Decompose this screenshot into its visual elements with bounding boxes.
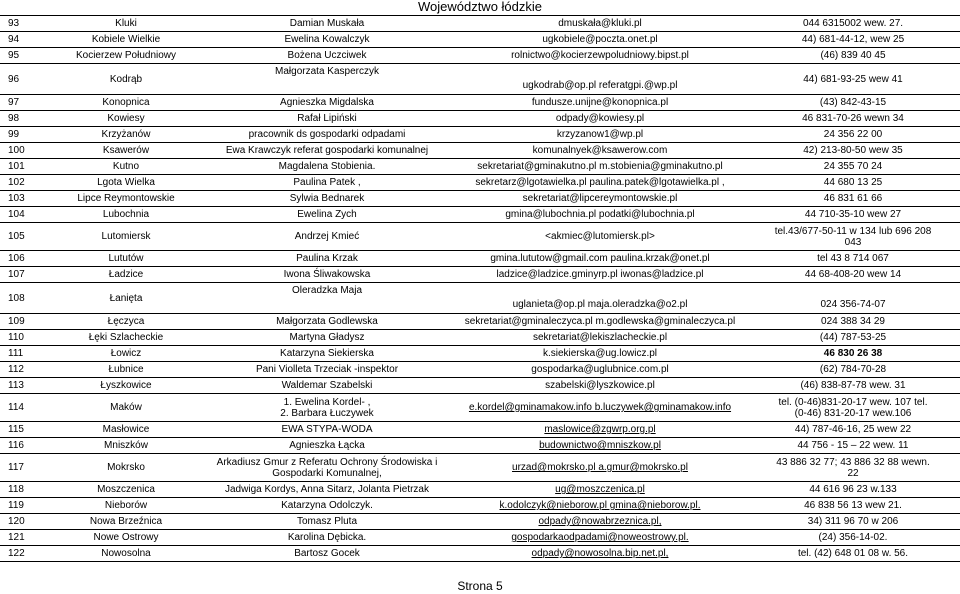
phone-number — [746, 394, 960, 422]
row-number: 122 — [0, 546, 52, 562]
row-number: 104 — [0, 207, 52, 223]
email-address[interactable]: k.siekierska@ug.lowicz.pl — [454, 346, 746, 362]
row-number: 98 — [0, 111, 52, 127]
municipality-name: Lutomiersk — [52, 223, 200, 251]
table-row — [0, 378, 960, 394]
municipality-name: Łyszkowice — [52, 378, 200, 394]
table-row — [0, 32, 960, 48]
municipality-name: Kobiele Wielkie — [52, 32, 200, 48]
table-row — [0, 16, 960, 32]
row-number: 105 — [0, 223, 52, 251]
email-address[interactable]: gospodarkaodpadami@noweostrowy.pl. — [454, 530, 746, 546]
row-number: 117 — [0, 454, 52, 482]
phone-number: 46 831 61 66 — [746, 191, 960, 207]
table-row — [0, 314, 960, 330]
contact-person: Paulina Krzak — [200, 251, 454, 267]
row-number: 115 — [0, 422, 52, 438]
email-address[interactable]: ladzice@ladzice.gminyrp.pl iwonas@ladzice.pl — [454, 267, 746, 283]
table-row — [0, 394, 960, 422]
municipality-name: Maków — [52, 394, 200, 422]
phone-number: 44 710-35-10 wew 27 — [746, 207, 960, 223]
municipality-name: Kutno — [52, 159, 200, 175]
contact-person: Pani Violleta Trzeciak -inspektor — [200, 362, 454, 378]
table-row — [0, 127, 960, 143]
contact-person: Ewa Krawczyk referat gospodarki komunalnej — [200, 143, 454, 159]
email-address[interactable]: sekretarz@lgotawielka.pl paulina.patek@lgotawielka.pl , — [454, 175, 746, 191]
row-number: 116 — [0, 438, 52, 454]
contact-line-2: 2. Barbara Łuczywek — [280, 407, 374, 419]
email-address[interactable]: gmina@lubochnia.pl podatki@lubochnia.pl — [454, 207, 746, 223]
contact-person: Waldemar Szabelski — [200, 378, 454, 394]
municipality-name: Łanięta — [52, 283, 200, 314]
phone-number: 44) 681-44-12, wew 25 — [746, 32, 960, 48]
municipality-name: Lipce Reymontowskie — [52, 191, 200, 207]
municipality-name: Kluki — [52, 16, 200, 32]
contact-person: Katarzyna Siekierska — [200, 346, 454, 362]
row-number: 97 — [0, 95, 52, 111]
municipality-name: Masłowice — [52, 422, 200, 438]
contact-person: EWA STYPA-WODA — [200, 422, 454, 438]
email-address[interactable]: dmuskała@kluki.pl — [454, 16, 746, 32]
row-number: 106 — [0, 251, 52, 267]
phone-number: 42) 213-80-50 wew 35 — [746, 143, 960, 159]
phone-number: 34) 311 96 70 w 206 — [746, 514, 960, 530]
email-address[interactable]: k.odolczyk@nieborow.pl gmina@nieborow.pl. — [454, 498, 746, 514]
email-address[interactable]: krzyzanow1@wp.pl — [454, 127, 746, 143]
municipality-name: Lgota Wielka — [52, 175, 200, 191]
phone-number: 46 838 56 13 wew 21. — [746, 498, 960, 514]
row-number: 103 — [0, 191, 52, 207]
row-number: 109 — [0, 314, 52, 330]
table-row — [0, 207, 960, 223]
municipality-name: Kodrąb — [52, 64, 200, 95]
phone-number: 44) 787-46-16, 25 wew 22 — [746, 422, 960, 438]
municipality-name: Łęki Szlacheckie — [52, 330, 200, 346]
phone-number: (62) 784-70-28 — [746, 362, 960, 378]
phone-number: (46) 839 40 45 — [746, 48, 960, 64]
contact-person: Małgorzata Godlewska — [200, 314, 454, 330]
row-number: 101 — [0, 159, 52, 175]
table-row — [0, 422, 960, 438]
phone-number: 024 356-74-07 — [746, 283, 960, 314]
municipality-name: Łowicz — [52, 346, 200, 362]
table-row — [0, 64, 960, 95]
phone-number — [746, 454, 960, 482]
contact-person: Bożena Uczciwek — [200, 48, 454, 64]
contact-person: Oleradzka Maja — [200, 283, 454, 314]
municipality-name: Mniszków — [52, 438, 200, 454]
table-row — [0, 143, 960, 159]
table-row — [0, 159, 960, 175]
email-address[interactable]: sekretariat@gminakutno.pl m.stobienia@gminakutno.pl — [454, 159, 746, 175]
phone-number: (24) 356-14-02. — [746, 530, 960, 546]
contact-person: Andrzej Kmieć — [200, 223, 454, 251]
row-number: 93 — [0, 16, 52, 32]
phone-line-1: tel.43/677-50-11 w 134 lub 696 208 — [774, 225, 932, 237]
municipality-name: Mokrsko — [52, 454, 200, 482]
email-address[interactable]: odpady@nowosolna.bip.net.pl, — [454, 546, 746, 562]
municipality-name: Nowa Brzeźnica — [52, 514, 200, 530]
row-number: 111 — [0, 346, 52, 362]
table-row — [0, 530, 960, 546]
phone-number: tel 43 8 714 067 — [746, 251, 960, 267]
contact-person — [200, 454, 454, 482]
contact-person: Martyna Gładysz — [200, 330, 454, 346]
table-row — [0, 546, 960, 562]
table-row — [0, 251, 960, 267]
page-number-footer: Strona 5 — [457, 579, 503, 593]
email-address[interactable]: urzad@mokrsko.pl a.gmur@mokrsko.pl — [454, 454, 746, 482]
phone-number: 044 6315002 wew. 27. — [746, 16, 960, 32]
row-number: 114 — [0, 394, 52, 422]
email-address[interactable]: odpady@nowabrzeznica.pl, — [454, 514, 746, 530]
email-address[interactable]: komunalnyek@ksawerow.com — [454, 143, 746, 159]
phone-number: 44 756 - 15 – 22 wew. 11 — [746, 438, 960, 454]
contact-person: Iwona Śliwakowska — [200, 267, 454, 283]
municipality-name: Kowiesy — [52, 111, 200, 127]
table-row — [0, 223, 960, 251]
email-address[interactable]: rolnictwo@kocierzewpoludniowy.bipst.pl — [454, 48, 746, 64]
email-address[interactable]: sekretariat@lipcereymontowskie.pl — [454, 191, 746, 207]
row-number: 95 — [0, 48, 52, 64]
table-row — [0, 346, 960, 362]
table-row — [0, 191, 960, 207]
table-row — [0, 482, 960, 498]
email-address[interactable]: fundusze.unijne@konopnica.pl — [454, 95, 746, 111]
contact-person: Rafał Lipiński — [200, 111, 454, 127]
table-row — [0, 48, 960, 64]
municipality-name: Lubochnia — [52, 207, 200, 223]
phone-line-2: 22 — [847, 467, 859, 479]
table-row — [0, 330, 960, 346]
contact-line-2: Gospodarki Komunalnej, — [272, 467, 382, 479]
email-address[interactable]: ugkobiele@poczta.onet.pl — [454, 32, 746, 48]
contact-person: Tomasz Pluta — [200, 514, 454, 530]
municipality-name: Kocierzew Południowy — [52, 48, 200, 64]
email-address[interactable]: e.kordel@gminamakow.info b.luczywek@gminamakow.info — [454, 394, 746, 422]
phone-number: 46 830 26 38 — [746, 346, 960, 362]
phone-number: 44 68-408-20 wew 14 — [746, 267, 960, 283]
contact-line-1: Arkadiusz Gmur z Referatu Ochrony Środowiska i — [216, 456, 438, 468]
row-number: 110 — [0, 330, 52, 346]
email-address[interactable]: budownictwo@mniszkow.pl — [454, 438, 746, 454]
email-address[interactable]: ug@moszczenica.pl — [454, 482, 746, 498]
phone-number: 24 355 70 24 — [746, 159, 960, 175]
email-address[interactable]: sekretariat@gminaleczyca.pl m.godlewska@gminaleczyca.pl — [454, 314, 746, 330]
table-row — [0, 498, 960, 514]
phone-number: 44) 681-93-25 wew 41 — [746, 64, 960, 95]
phone-number — [746, 223, 960, 251]
row-number: 121 — [0, 530, 52, 546]
phone-line-2: 043 — [844, 236, 862, 248]
contact-person: Ewelina Kowalczyk — [200, 32, 454, 48]
contact-person: Jadwiga Kordys, Anna Sitarz, Jolanta Pietrzak — [200, 482, 454, 498]
row-number: 94 — [0, 32, 52, 48]
row-number: 96 — [0, 64, 52, 95]
phone-number: 46 831-70-26 wewn 34 — [746, 111, 960, 127]
municipality-contacts-table — [0, 15, 960, 562]
phone-number: (44) 787-53-25 — [746, 330, 960, 346]
email-address[interactable]: uglanieta@op.pl maja.oleradzka@o2.pl — [454, 283, 746, 314]
municipality-name: Nowosolna — [52, 546, 200, 562]
contact-person: pracownik ds gospodarki odpadami — [200, 127, 454, 143]
email-address[interactable]: gmina.lututow@gmail.com paulina.krzak@onet.pl — [454, 251, 746, 267]
phone-number: (46) 838-87-78 wew. 31 — [746, 378, 960, 394]
row-number: 119 — [0, 498, 52, 514]
municipality-name: Konopnica — [52, 95, 200, 111]
row-number: 108 — [0, 283, 52, 314]
contact-person: Damian Muskała — [200, 16, 454, 32]
row-number: 112 — [0, 362, 52, 378]
contact-person: Agnieszka Łącka — [200, 438, 454, 454]
table-row — [0, 514, 960, 530]
table-row — [0, 454, 960, 482]
table-row — [0, 283, 960, 314]
email-address[interactable]: sekretariat@lekiszlacheckie.pl — [454, 330, 746, 346]
contact-person: Agnieszka Migdalska — [200, 95, 454, 111]
email-address[interactable]: maslowice@zgwrp.org.pl — [454, 422, 746, 438]
municipality-name: Nowe Ostrowy — [52, 530, 200, 546]
phone-line-1: tel. (0-46)831-20-17 wew. 107 tel. — [778, 396, 928, 408]
municipality-name: Nieborów — [52, 498, 200, 514]
municipality-name: Ładzice — [52, 267, 200, 283]
row-number: 118 — [0, 482, 52, 498]
municipality-name: Moszczenica — [52, 482, 200, 498]
table-row — [0, 95, 960, 111]
contact-person: Bartosz Gocek — [200, 546, 454, 562]
email-address[interactable]: odpady@kowiesy.pl — [454, 111, 746, 127]
contact-line-1: 1. Ewelina Kordel- , — [283, 396, 371, 408]
table-row — [0, 362, 960, 378]
row-number: 102 — [0, 175, 52, 191]
phone-number: (43) 842-43-15 — [746, 95, 960, 111]
phone-number: 024 388 34 29 — [746, 314, 960, 330]
contact-person: Karolina Dębicka. — [200, 530, 454, 546]
page-header-title: Województwo łódzkie — [417, 0, 543, 14]
municipality-name: Ksawerów — [52, 143, 200, 159]
row-number: 99 — [0, 127, 52, 143]
table-row — [0, 175, 960, 191]
contact-person: Magdalena Stobienia. — [200, 159, 454, 175]
phone-number: tel. (42) 648 01 08 w. 56. — [746, 546, 960, 562]
phone-line-1: 43 886 32 77; 43 886 32 88 wewn. — [776, 456, 930, 468]
municipality-name: Łubnice — [52, 362, 200, 378]
phone-number: 44 616 96 23 w.133 — [746, 482, 960, 498]
table-row — [0, 438, 960, 454]
municipality-name: Łęczyca — [52, 314, 200, 330]
contact-person: Paulina Patek , — [200, 175, 454, 191]
table-row — [0, 267, 960, 283]
email-address[interactable]: ugkodrab@op.pl referatgpi.@wp.pl — [454, 64, 746, 95]
municipality-name: Lututów — [52, 251, 200, 267]
phone-number: 24 356 22 00 — [746, 127, 960, 143]
email-address[interactable]: gospodarka@uglubnice.com.pl — [454, 362, 746, 378]
contact-person — [200, 394, 454, 422]
contact-person: Sylwia Bednarek — [200, 191, 454, 207]
phone-line-2: (0-46) 831-20-17 wew.106 — [794, 407, 912, 419]
email-address[interactable]: <akmiec@lutomiersk.pl> — [454, 223, 746, 251]
row-number: 120 — [0, 514, 52, 530]
table-row — [0, 111, 960, 127]
row-number: 100 — [0, 143, 52, 159]
contact-person: Katarzyna Odolczyk. — [200, 498, 454, 514]
contact-person: Małgorzata Kasperczyk — [200, 64, 454, 95]
email-address[interactable]: szabelski@lyszkowice.pl — [454, 378, 746, 394]
phone-number: 44 680 13 25 — [746, 175, 960, 191]
row-number: 107 — [0, 267, 52, 283]
municipality-name: Krzyżanów — [52, 127, 200, 143]
contact-person: Ewelina Zych — [200, 207, 454, 223]
row-number: 113 — [0, 378, 52, 394]
